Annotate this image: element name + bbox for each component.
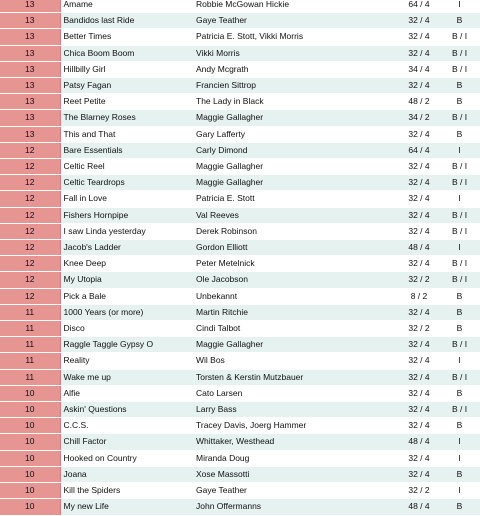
- dance-name-cell: Alfie: [60, 385, 195, 401]
- level-cell: B: [443, 126, 480, 142]
- count-cell: 48 / 4: [393, 434, 443, 450]
- choreographer-cell: Xose Massotti: [195, 466, 393, 482]
- rank-cell: 12: [0, 272, 60, 288]
- table-row: [0, 434, 480, 450]
- dance-name-cell: Fishers Hornpipe: [60, 207, 195, 223]
- count-cell: 32 / 4: [393, 78, 443, 94]
- count-cell: 32 / 4: [393, 353, 443, 369]
- rank-cell: 12: [0, 288, 60, 304]
- count-cell: 48 / 4: [393, 240, 443, 256]
- choreographer-cell: Larry Bass: [195, 402, 393, 418]
- table-row: [0, 61, 480, 77]
- dance-name-cell: Reet Petite: [60, 94, 195, 110]
- count-cell: 32 / 2: [393, 483, 443, 499]
- table-row: [0, 369, 480, 385]
- count-cell: 32 / 4: [393, 13, 443, 29]
- dance-name-cell: Raggle Taggle Gypsy O: [60, 337, 195, 353]
- dance-name-cell: My new Life: [60, 499, 195, 515]
- table-row: [0, 126, 480, 142]
- choreographer-cell: Carly Dimond: [195, 142, 393, 158]
- level-cell: I: [443, 434, 480, 450]
- count-cell: 32 / 4: [393, 126, 443, 142]
- rank-cell: 10: [0, 499, 60, 515]
- choreographer-cell: Unbekannt: [195, 288, 393, 304]
- count-cell: 32 / 4: [393, 450, 443, 466]
- level-cell: B / I: [443, 369, 480, 385]
- table-row: [0, 321, 480, 337]
- table-row: [0, 45, 480, 61]
- dance-name-cell: Better Times: [60, 29, 195, 45]
- count-cell: 8 / 2: [393, 288, 443, 304]
- dance-name-cell: Kill the Spiders: [60, 483, 195, 499]
- table-row: [0, 466, 480, 482]
- count-cell: 32 / 4: [393, 175, 443, 191]
- table-row: [0, 175, 480, 191]
- dance-name-cell: Hooked on Country: [60, 450, 195, 466]
- choreographer-cell: Robbie McGowan Hickie: [195, 0, 393, 13]
- count-cell: 32 / 4: [393, 191, 443, 207]
- rank-cell: 12: [0, 240, 60, 256]
- choreographer-cell: Gaye Teather: [195, 483, 393, 499]
- table-row: [0, 304, 480, 320]
- count-cell: 32 / 4: [393, 304, 443, 320]
- rank-cell: 11: [0, 337, 60, 353]
- count-cell: 32 / 4: [393, 207, 443, 223]
- level-cell: I: [443, 450, 480, 466]
- count-cell: 32 / 4: [393, 29, 443, 45]
- level-cell: B / I: [443, 29, 480, 45]
- dance-name-cell: I saw Linda yesterday: [60, 223, 195, 239]
- rank-cell: 13: [0, 110, 60, 126]
- table-row: [0, 207, 480, 223]
- dance-name-cell: This and That: [60, 126, 195, 142]
- dance-name-cell: Amame: [60, 0, 195, 13]
- dance-name-cell: Chill Factor: [60, 434, 195, 450]
- level-cell: B / I: [443, 223, 480, 239]
- rank-cell: 10: [0, 385, 60, 401]
- table-row: [0, 272, 480, 288]
- count-cell: 32 / 4: [393, 466, 443, 482]
- level-cell: I: [443, 142, 480, 158]
- rank-cell: 13: [0, 13, 60, 29]
- rank-cell: 13: [0, 45, 60, 61]
- level-cell: B / I: [443, 159, 480, 175]
- choreographer-cell: Cato Larsen: [195, 385, 393, 401]
- table-row: [0, 353, 480, 369]
- choreographer-cell: Peter Metelnick: [195, 256, 393, 272]
- dance-name-cell: Hillbilly Girl: [60, 61, 195, 77]
- level-cell: B / I: [443, 337, 480, 353]
- choreographer-cell: Ole Jacobson: [195, 272, 393, 288]
- rank-cell: 12: [0, 207, 60, 223]
- count-cell: 64 / 4: [393, 0, 443, 13]
- dance-name-cell: Wake me up: [60, 369, 195, 385]
- level-cell: B: [443, 466, 480, 482]
- count-cell: 32 / 2: [393, 272, 443, 288]
- level-cell: B: [443, 288, 480, 304]
- level-cell: B: [443, 385, 480, 401]
- dance-name-cell: Reality: [60, 353, 195, 369]
- choreographer-cell: Gary Lafferty: [195, 126, 393, 142]
- rank-cell: 10: [0, 418, 60, 434]
- level-cell: I: [443, 240, 480, 256]
- level-cell: B / I: [443, 272, 480, 288]
- choreographer-cell: Tracey Davis, Joerg Hammer: [195, 418, 393, 434]
- rank-cell: 12: [0, 159, 60, 175]
- choreographer-cell: Gaye Teather: [195, 13, 393, 29]
- rank-cell: 13: [0, 61, 60, 77]
- count-cell: 64 / 4: [393, 142, 443, 158]
- dance-name-cell: Chica Boom Boom: [60, 45, 195, 61]
- table-row: [0, 142, 480, 158]
- dance-name-cell: Pick a Bale: [60, 288, 195, 304]
- table-row: [0, 29, 480, 45]
- choreographer-cell: Whittaker, Westhead: [195, 434, 393, 450]
- table-row: [0, 191, 480, 207]
- choreographer-cell: John Offermanns: [195, 499, 393, 515]
- rank-cell: 11: [0, 369, 60, 385]
- table-row: [0, 240, 480, 256]
- level-cell: I: [443, 353, 480, 369]
- table-row: [0, 385, 480, 401]
- dance-name-cell: Knee Deep: [60, 256, 195, 272]
- table-row: [0, 159, 480, 175]
- choreographer-cell: Francien Sittrop: [195, 78, 393, 94]
- table-row: [0, 418, 480, 434]
- rank-cell: 12: [0, 175, 60, 191]
- level-cell: I: [443, 0, 480, 13]
- table-row: [0, 402, 480, 418]
- dance-name-cell: Bare Essentials: [60, 142, 195, 158]
- rank-cell: 13: [0, 29, 60, 45]
- count-cell: 32 / 4: [393, 418, 443, 434]
- rank-cell: 11: [0, 321, 60, 337]
- choreographer-cell: The Lady in Black: [195, 94, 393, 110]
- choreographer-cell: Val Reeves: [195, 207, 393, 223]
- count-cell: 34 / 2: [393, 110, 443, 126]
- count-cell: 48 / 2: [393, 94, 443, 110]
- count-cell: 32 / 2: [393, 321, 443, 337]
- count-cell: 32 / 4: [393, 223, 443, 239]
- level-cell: B: [443, 304, 480, 320]
- table-row: [0, 450, 480, 466]
- choreographer-cell: Maggie Gallagher: [195, 337, 393, 353]
- dance-name-cell: 1000 Years (or more): [60, 304, 195, 320]
- count-cell: 32 / 4: [393, 402, 443, 418]
- dance-name-cell: Patsy Fagan: [60, 78, 195, 94]
- rank-cell: 12: [0, 191, 60, 207]
- level-cell: B: [443, 78, 480, 94]
- dance-name-cell: Celtic Reel: [60, 159, 195, 175]
- rank-cell: 13: [0, 0, 60, 13]
- level-cell: I: [443, 191, 480, 207]
- choreographer-cell: Andy Mcgrath: [195, 61, 393, 77]
- count-cell: 32 / 4: [393, 369, 443, 385]
- rank-cell: 12: [0, 256, 60, 272]
- level-cell: B: [443, 499, 480, 515]
- level-cell: B / I: [443, 45, 480, 61]
- rank-cell: 10: [0, 402, 60, 418]
- table-row: [0, 223, 480, 239]
- level-cell: B / I: [443, 175, 480, 191]
- choreographer-cell: Martin Ritchie: [195, 304, 393, 320]
- choreographer-cell: Derek Robinson: [195, 223, 393, 239]
- level-cell: B: [443, 94, 480, 110]
- level-cell: B / I: [443, 61, 480, 77]
- level-cell: B / I: [443, 256, 480, 272]
- level-cell: B / I: [443, 207, 480, 223]
- dance-name-cell: My Utopia: [60, 272, 195, 288]
- count-cell: 32 / 4: [393, 337, 443, 353]
- choreographer-cell: Vikki Morris: [195, 45, 393, 61]
- choreographer-cell: Patricia E. Stott, Vikki Morris: [195, 29, 393, 45]
- level-cell: B / I: [443, 110, 480, 126]
- rank-cell: 10: [0, 450, 60, 466]
- rank-cell: 11: [0, 304, 60, 320]
- table-row: [0, 78, 480, 94]
- table-row: [0, 0, 480, 13]
- dance-name-cell: The Blarney Roses: [60, 110, 195, 126]
- dance-name-cell: Bandidos last Ride: [60, 13, 195, 29]
- table-row: [0, 337, 480, 353]
- dance-name-cell: C.C.S.: [60, 418, 195, 434]
- rank-cell: 13: [0, 94, 60, 110]
- rank-cell: 10: [0, 466, 60, 482]
- choreographer-cell: Maggie Gallagher: [195, 175, 393, 191]
- level-cell: B: [443, 418, 480, 434]
- level-cell: B: [443, 321, 480, 337]
- count-cell: 32 / 4: [393, 159, 443, 175]
- rank-cell: 10: [0, 434, 60, 450]
- count-cell: 48 / 4: [393, 499, 443, 515]
- table-row: [0, 288, 480, 304]
- choreographer-cell: Torsten & Kerstin Mutzbauer: [195, 369, 393, 385]
- table-row: [0, 499, 480, 515]
- rank-cell: 12: [0, 223, 60, 239]
- dance-name-cell: Fall in Love: [60, 191, 195, 207]
- count-cell: 32 / 4: [393, 385, 443, 401]
- count-cell: 32 / 4: [393, 45, 443, 61]
- level-cell: B: [443, 13, 480, 29]
- dance-name-cell: Jacob's Ladder: [60, 240, 195, 256]
- choreographer-cell: Patricia E. Stott: [195, 191, 393, 207]
- choreographer-cell: Maggie Gallagher: [195, 159, 393, 175]
- rank-cell: 11: [0, 353, 60, 369]
- table-row: [0, 483, 480, 499]
- rank-cell: 13: [0, 78, 60, 94]
- choreographer-cell: Miranda Doug: [195, 450, 393, 466]
- choreographer-cell: Gordon Elliott: [195, 240, 393, 256]
- count-cell: 32 / 4: [393, 256, 443, 272]
- level-cell: I: [443, 483, 480, 499]
- choreographer-cell: Wil Bos: [195, 353, 393, 369]
- table-row: [0, 13, 480, 29]
- rank-cell: 10: [0, 483, 60, 499]
- dance-name-cell: Disco: [60, 321, 195, 337]
- table-row: [0, 256, 480, 272]
- level-cell: B / I: [443, 402, 480, 418]
- count-cell: 34 / 4: [393, 61, 443, 77]
- choreographer-cell: Maggie Gallagher: [195, 110, 393, 126]
- dance-name-cell: Askin' Questions: [60, 402, 195, 418]
- table-row: [0, 110, 480, 126]
- rank-cell: 13: [0, 126, 60, 142]
- table-row: [0, 94, 480, 110]
- dance-name-cell: Joana: [60, 466, 195, 482]
- dance-name-cell: Celtic Teardrops: [60, 175, 195, 191]
- choreographer-cell: Cindi Talbot: [195, 321, 393, 337]
- rank-cell: 12: [0, 142, 60, 158]
